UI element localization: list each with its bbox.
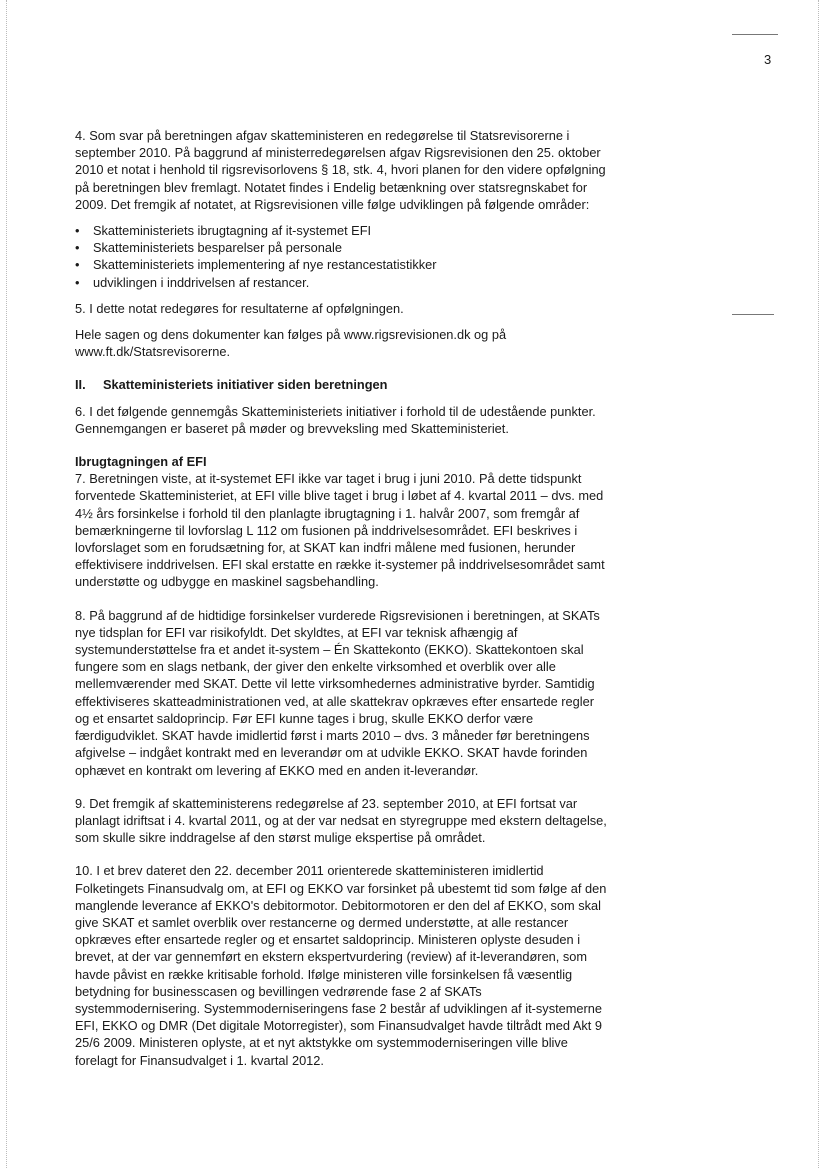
section-title: Skatteministeriets initiativer siden beretningen (103, 377, 388, 393)
subheading-efi: Ibrugtagningen af EFI (75, 454, 207, 470)
page-number: 3 (764, 52, 772, 67)
paragraph-9: 9. Det fremgik af skatteministerens redegørelse af 23. september 2010, at EFI fortsat var planlagt idriftsat i 4. kvartal 2011, og at der var nedsat en styregruppe med ekstern deltagelse, som skulle sikre inddragelse af den størst mulige ekspertise på området. (75, 795, 607, 846)
bullet-icon: • (75, 240, 80, 256)
paragraph-7: 7. Beretningen viste, at it-systemet EFI ikke var taget i brug i juni 2010. På dette tidspunkt forventede Skatteministeriet, at EFI ville blive taget i brug i løbet af 4. kvartal 2011 – dvs. med 4½ års forsinkelse i forhold til den planlagte ibrugtagning i 1. halvår 2007, som fremgår af bemærkningerne til lovforslag L 112 om fusionen på inddrivelsesområdet. EFI beskrives i lovforslaget som en forudsætning for, at SKAT kan indfri målene med fusionen, herunder effektivisere inddrivelsen. EFI skal erstatte en række it-systemer på inddrivelsesområdet samt understøtte og udbygge en maskinel sagsbehandling. (75, 471, 605, 590)
bullet-icon: • (75, 257, 80, 273)
scan-edge-right (818, 0, 819, 1168)
scan-edge-left (6, 0, 7, 1168)
bullet-item: • Skatteministeriets besparelser på personale (75, 240, 342, 256)
margin-mark-middle (732, 314, 774, 315)
paragraph-6: 6. I det følgende gennemgås Skatteministeriets initiativer i forhold til de udestående punkter. Gennemgangen er baseret på møder og brevveksling med Skatteministeriet. (75, 403, 596, 436)
bullet-list (75, 222, 607, 291)
bullet-item: • Skatteministeriets implementering af nye restancestatistikker (75, 257, 437, 273)
paragraph-10: 10. I et brev dateret den 22. december 2011 orienterede skatteministeren imidlertid Folketingets Finansudvalg om, at EFI og EKKO var forsinket på ubestemt tid som følge af den manglende leverance af EKKO's debitormotor. Debitormotoren er den del af EKKO, som skal give SKAT et samlet overblik over restancerne og dermed understøtte, at alle restancer opkræves efter ensartede regler og et ensartet saldoprincip. Ministeren oplyste desuden i brevet, at der var gennemført en ekstern ekspertvurdering (review) af it-leverandøren, som havde påvist en række kritisable forhold. Ifølge ministeren ville forsinkelsen få væsentlig betydning for businesscasen og bevillingen vedrørende fase 2 af SKATs systemmodernisering. Systemmoderniseringens fase 2 består af udviklingen af it-systemerne EFI, EKKO og DMR (Det digitale Motorregister), som Finansudvalget havde tiltrådt med Akt 9 25/6 2009. Ministeren oplyste, at et nyt aktstykke om systemmoderniseringen ville blive forelagt for Finansudvalget i 1. kvartal 2012. (75, 863, 607, 1068)
margin-mark-top (732, 34, 778, 35)
bullet-item: • Skatteministeriets ibrugtagning af it-systemet EFI (75, 223, 372, 239)
paragraph-5: 5. I dette notat redegøres for resultaterne af opfølgningen. (75, 300, 404, 316)
bullet-item: • udviklingen i inddrivelsen af restancer. (75, 274, 310, 290)
paragraph-links: Hele sagen og dens dokumenter kan følges på www.rigsrevisionen.dk og på www.ft.dk/Statsrevisorerne. (75, 327, 507, 360)
bullet-icon: • (75, 274, 80, 290)
bullet-icon: • (75, 223, 80, 239)
section-heading (75, 376, 607, 393)
paragraph-8: 8. På baggrund af de hidtidige forsinkelser vurderede Rigsrevisionen i beretningen, at SKATs nye tidsplan for EFI var risikofyldt. Det skyldtes, at EFI var teknisk afhængig af systemunderstøttelse fra et andet it-system – Én Skattekonto (EKKO). Skattekontoen skal fungere som en slags netbank, der giver den enkelte virksomhed et overblik over alle mellemværender med SKAT. Dette vil lette virksomhedernes administrative byrder. Samtidig effektiviseres skatteadministrationen ved, at alle skattekrav opkræves efter ensartede regler og et ensartet saldoprincip. Før EFI kunne tages i brug, skulle EKKO derfor være færdigudviklet. SKAT havde imidlertid først i marts 2010 – dvs. 3 måneder før beretningens afgivelse – indgået kontrakt med en leverandør om at udvikle EKKO. SKAT havde forinden ophævet en kontrakt om levering af EKKO med en anden it-leverandør. (75, 607, 600, 778)
document-body (75, 127, 607, 1069)
paragraph-4: 4. Som svar på beretningen afgav skatteministeren en redegørelse til Statsrevisorerne i september 2010. På baggrund af ministerredegørelsen afgav Rigsrevisionen den 25. oktober 2010 et notat i henhold til rigsrevisorlovens § 18, stk. 4, hvori planen for den videre opfølgning på beretningen blev fremlagt. Notatet findes i Endelig betænkning over statsregnskabet for 2009. Det fremgik af notatet, at Rigsrevisionen ville følge udviklingen på følgende områder: (75, 128, 606, 212)
section-number: II. (75, 377, 86, 393)
